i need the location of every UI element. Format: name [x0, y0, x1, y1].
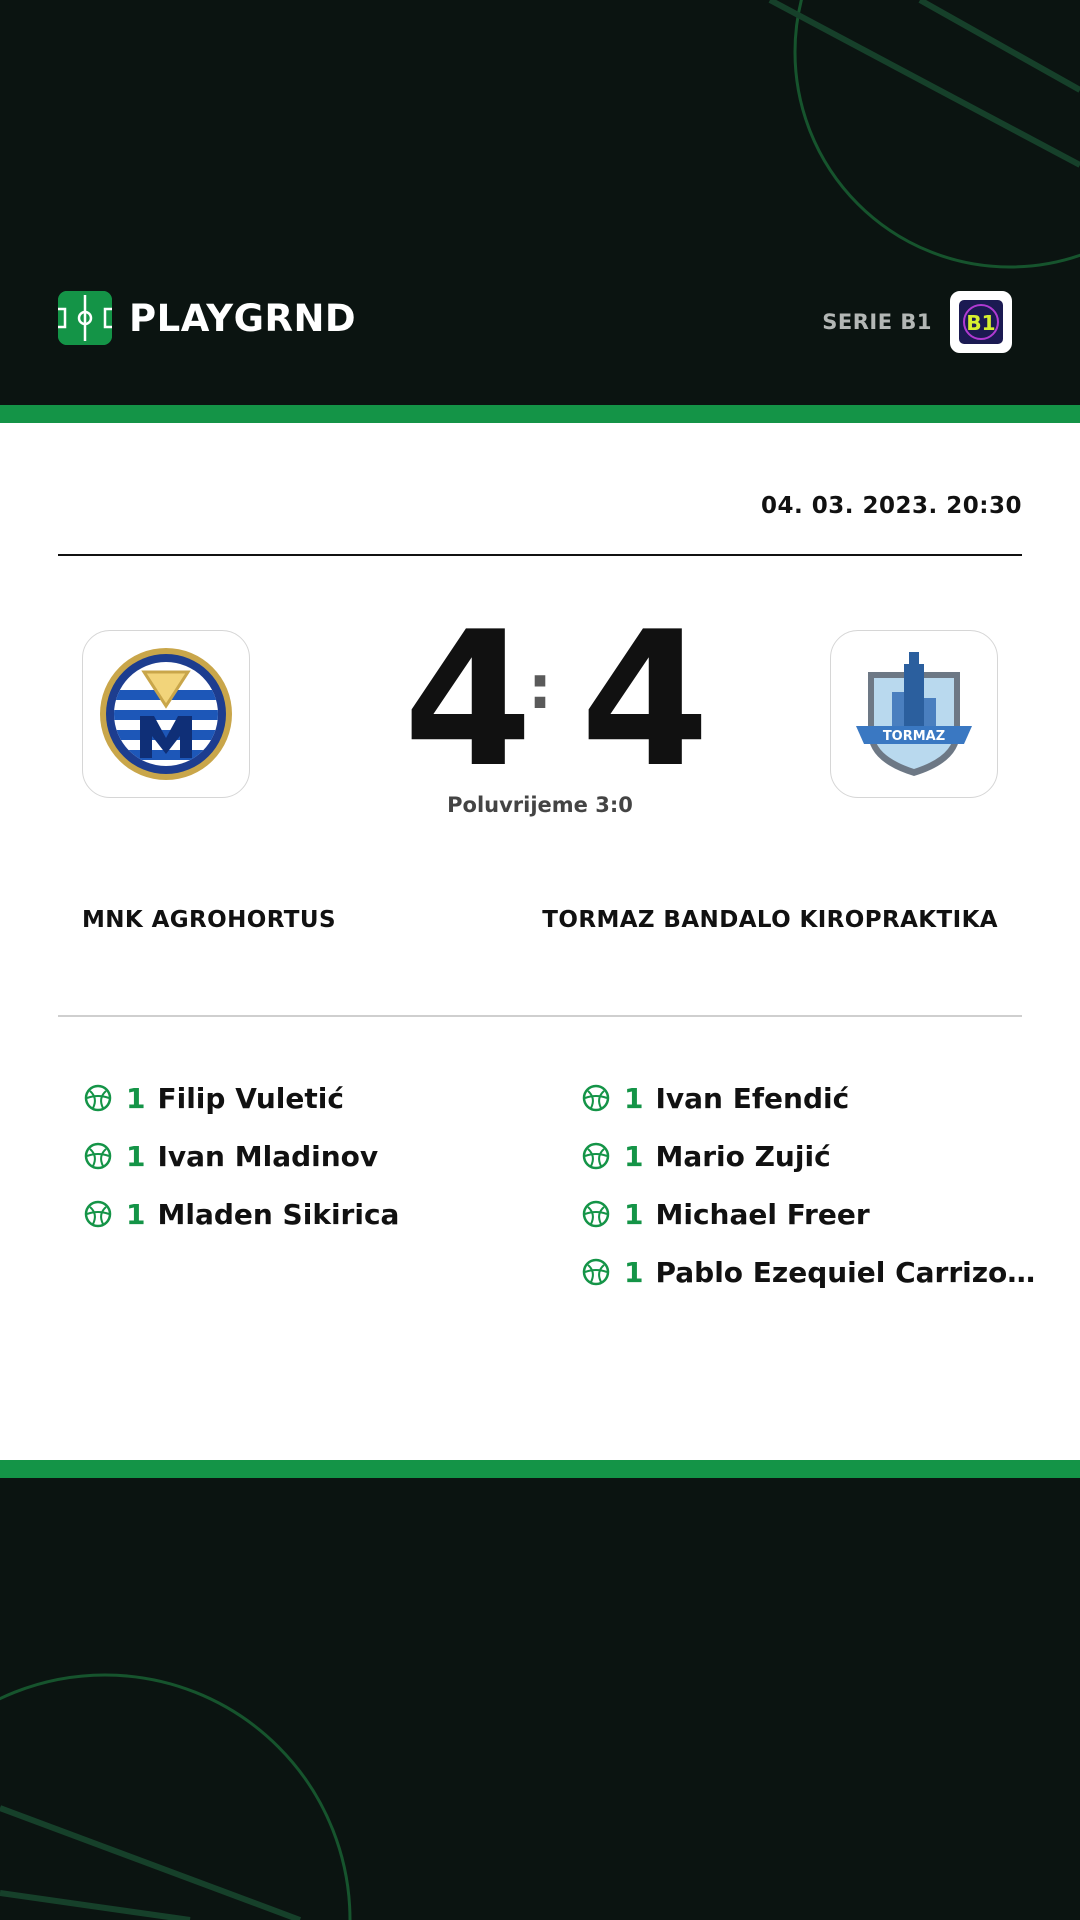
ball-icon [582, 1258, 610, 1286]
scorer-item [84, 1185, 399, 1243]
league-name: SERIE B1 [822, 310, 932, 334]
goal-count: 1 [624, 1081, 644, 1115]
svg-text:B1: B1 [966, 311, 996, 335]
accent-stripe-top [0, 405, 1080, 423]
header [0, 0, 1080, 405]
brand [58, 291, 356, 345]
brand-name: PLAYGRND [129, 296, 357, 340]
goal-count: 1 [624, 1197, 644, 1231]
player-name: Michael Freer [655, 1197, 870, 1231]
player-name: Mario Zujić [655, 1139, 831, 1173]
goal-count: 1 [624, 1139, 644, 1173]
player-name: Ivan Efendić [655, 1081, 850, 1115]
pitch-decoration [0, 1478, 1080, 1920]
home-team-name: MNK AGROHORTUS [82, 907, 336, 933]
scorer-item [582, 1243, 1035, 1301]
ball-icon [84, 1084, 112, 1112]
league [822, 291, 1012, 353]
player-name: Ivan Mladinov [157, 1139, 379, 1173]
goal-count: 1 [126, 1197, 146, 1231]
ball-icon [84, 1142, 112, 1170]
away-team-logo [830, 630, 998, 798]
scorer-item [582, 1127, 1035, 1185]
goal-count: 1 [624, 1255, 644, 1289]
match-datetime: 04. 03. 2023. 20:30 [761, 493, 1022, 519]
ball-icon [582, 1200, 610, 1228]
league-badge [950, 291, 1012, 353]
home-score: 4 [403, 591, 533, 808]
score-separator: : [528, 653, 552, 723]
ball-icon [582, 1084, 610, 1112]
pitch-icon [58, 291, 112, 345]
scorer-item [84, 1069, 399, 1127]
divider [58, 554, 1022, 556]
ball-icon [84, 1200, 112, 1228]
home-team-logo [82, 630, 250, 798]
player-name: Mladen Sikirica [157, 1197, 400, 1231]
scorer-item [582, 1185, 1035, 1243]
scorer-item [582, 1069, 1035, 1127]
goal-count: 1 [126, 1081, 146, 1115]
away-score: 4 [580, 591, 710, 808]
svg-text:TORMAZ: TORMAZ [882, 729, 946, 744]
accent-stripe-bottom [0, 1460, 1080, 1478]
away-scorers-list [582, 1069, 1035, 1301]
scorer-item [84, 1127, 399, 1185]
match-card [0, 423, 1080, 1460]
divider [58, 1015, 1022, 1017]
player-name: Filip Vuletić [157, 1081, 344, 1115]
player-name: Pablo Ezequiel Carrizo… [655, 1255, 1036, 1289]
home-scorers-list [84, 1069, 399, 1243]
away-team-name: TORMAZ BANDALO KIROPRAKTIKA [542, 907, 998, 933]
goal-count: 1 [126, 1139, 146, 1173]
halftime-score: Poluvrijeme 3:0 [447, 793, 633, 817]
ball-icon [582, 1142, 610, 1170]
